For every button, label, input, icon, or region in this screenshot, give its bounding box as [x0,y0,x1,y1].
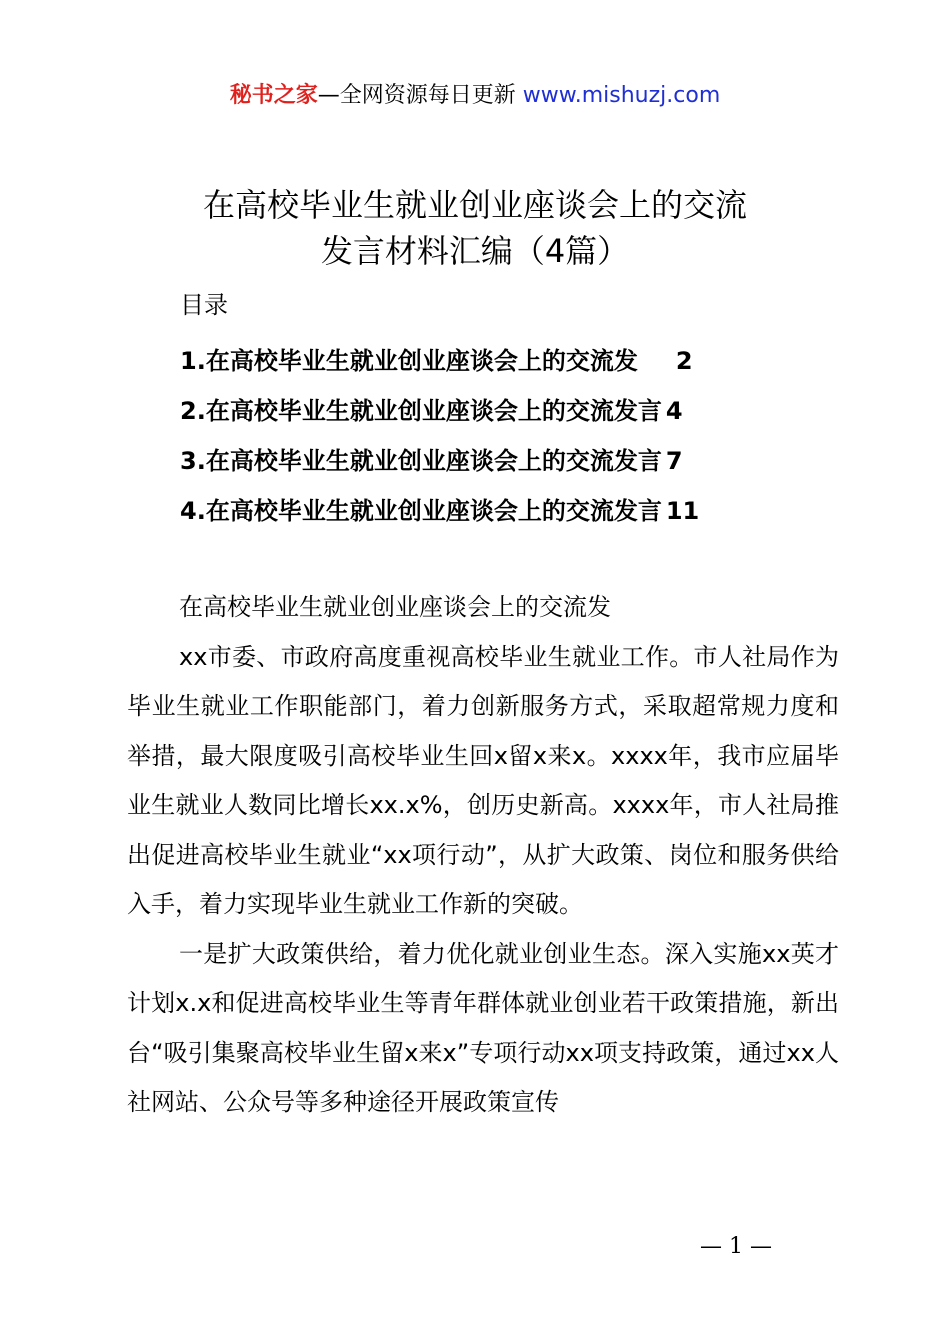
body-paragraph: 一是扩大政策供给，着力优化就业创业生态。深入实施xx英才计划x.x和促进高校毕业生等青年群体就业创业若干政策措施，新出台“吸引集聚高校毕业生留x来x”专项行动xx项支持政策，通过xx人社网站、公众号等多种途径开展政策宣传 [127,939,839,1116]
toc-item[interactable] [180,436,780,486]
body-paragraph: xx市委、市政府高度重视高校毕业生就业工作。市人社局作为毕业生就业工作职能部门，着力创新服务方式，采取超常规力度和举措，最大限度吸引高校毕业生回x留x来x。xxxx年，我市应届毕业生就业人数同比增长xx.x%，创历史新高。xxxx年，市人社局推出促进高校毕业生就业“xx项行动”，从扩大政策、岗位和服务供给入手，着力实现毕业生就业工作新的突破。 [127,642,839,918]
site-url-link[interactable]: www.mishuzj.com [522,83,721,108]
toc-item-label: 4.在高校毕业生就业创业座谈会上的交流发言 [180,497,662,525]
site-header [0,80,950,112]
toc-item-label: 2.在高校毕业生就业创业座谈会上的交流发言 [180,397,662,425]
brand-name: 秘书之家 [229,83,318,108]
toc-item[interactable] [180,486,780,536]
toc-item-page: 2 [675,347,693,375]
title-line-2: 发言材料汇编（4篇） [320,232,630,270]
header-tagline: —全网资源每日更新 [317,83,516,108]
document-title [0,182,950,274]
toc-item[interactable] [180,336,780,386]
toc-heading: 目录 [180,291,228,319]
toc-item-page: 4 [665,397,683,425]
section-heading: 在高校毕业生就业创业座谈会上的交流发 [179,593,611,621]
toc-item[interactable] [180,386,780,436]
toc-item-label: 3.在高校毕业生就业创业座谈会上的交流发言 [180,447,662,475]
table-of-contents [180,336,780,536]
page-number: — 1 — [700,1234,772,1259]
toc-item-page: 7 [665,447,683,475]
title-line-1: 在高校毕业生就业创业座谈会上的交流 [202,186,747,224]
toc-item-label: 1.在高校毕业生就业创业座谈会上的交流发 [180,347,638,375]
toc-item-page: 11 [665,497,700,525]
document-body [127,583,839,1128]
